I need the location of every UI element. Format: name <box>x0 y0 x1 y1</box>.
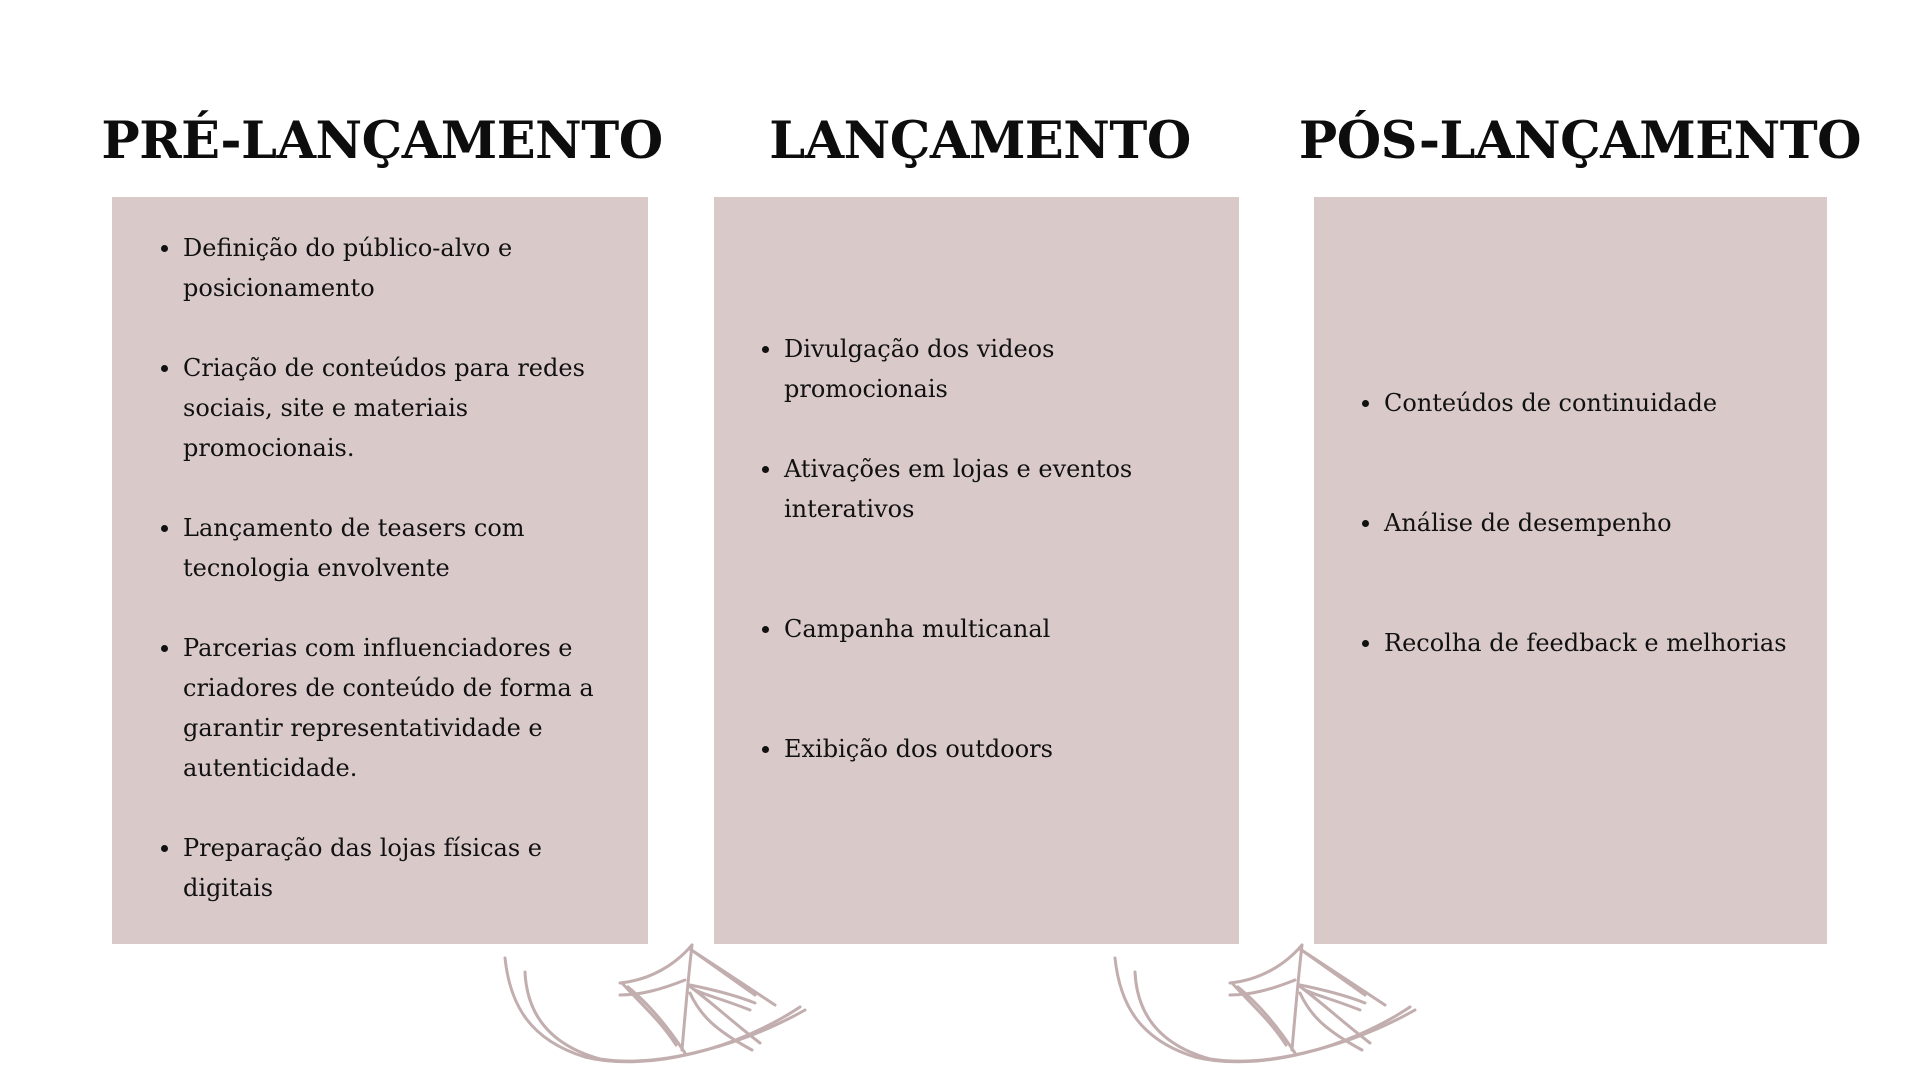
list-item <box>784 449 1224 609</box>
list-item <box>1384 383 1804 503</box>
list-item-text: Lançamento de teasers com tecnologia envolvente <box>183 514 525 582</box>
bullet-icon <box>1362 640 1369 647</box>
list-item-text: Ativações em lojas e eventos interativos <box>784 455 1133 523</box>
list-item <box>1384 503 1804 623</box>
bullet-icon <box>762 466 769 473</box>
bullet-icon <box>762 626 769 633</box>
list-item-text: Definição do público-alvo e posicionamento <box>183 234 513 302</box>
list-item-text: Conteúdos de continuidade <box>1384 389 1718 417</box>
list-item <box>1384 623 1804 743</box>
bullet-icon <box>161 365 168 372</box>
bullet-icon <box>161 245 168 252</box>
stage-list <box>784 329 1224 769</box>
list-item-text: Análise de desempenho <box>1384 509 1672 537</box>
list-item-text: Criação de conteúdos para redes sociais, site e materiais promocionais. <box>183 354 585 462</box>
list-item <box>183 228 633 308</box>
bullet-icon <box>762 346 769 353</box>
stage-box-pre-lancamento <box>112 197 648 944</box>
list-item-text: Parcerias com influenciadores e criadores de conteúdo de forma a garantir representatividade e autenticidade. <box>183 634 594 782</box>
hand-drawn-arrow-icon <box>500 935 880 1075</box>
bullet-icon <box>762 746 769 753</box>
list-item <box>784 729 1224 769</box>
list-item-text: Divulgação dos videos promocionais <box>784 335 1055 403</box>
stage-title-lancamento: LANÇAMENTO <box>769 111 1191 171</box>
list-item <box>183 508 633 588</box>
hand-drawn-arrow-icon <box>1110 935 1490 1075</box>
list-item <box>183 628 633 788</box>
stage-list <box>1384 383 1804 743</box>
bullet-icon <box>1362 520 1369 527</box>
list-item-text: Recolha de feedback e melhorias <box>1384 629 1787 657</box>
bullet-icon <box>161 645 168 652</box>
stage-title-pre-lancamento: PRÉ-LANÇAMENTO <box>101 111 663 171</box>
stage-box-pos-lancamento <box>1314 197 1827 944</box>
stage-title-pos-lancamento: PÓS-LANÇAMENTO <box>1298 111 1862 171</box>
list-item-text: Preparação das lojas físicas e digitais <box>183 834 542 902</box>
list-item-text: Campanha multicanal <box>784 615 1051 643</box>
stage-list <box>183 228 633 948</box>
list-item-text: Exibição dos outdoors <box>784 735 1053 763</box>
bullet-icon <box>161 845 168 852</box>
bullet-icon <box>1362 400 1369 407</box>
list-item <box>784 329 1224 449</box>
list-item <box>784 609 1224 729</box>
bullet-icon <box>161 525 168 532</box>
list-item <box>183 828 633 908</box>
list-item <box>183 348 633 468</box>
stage-box-lancamento <box>714 197 1239 944</box>
